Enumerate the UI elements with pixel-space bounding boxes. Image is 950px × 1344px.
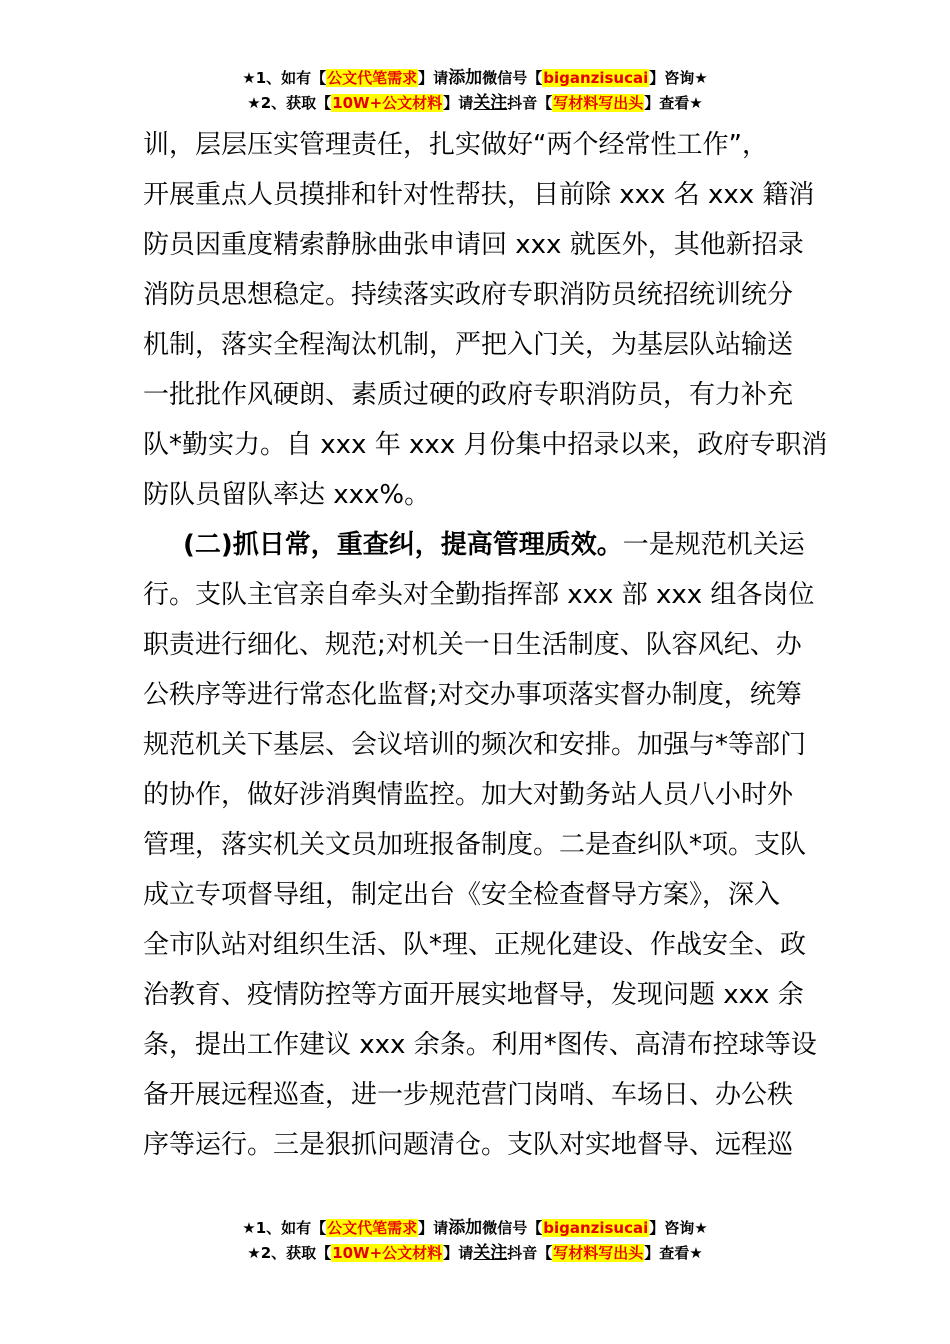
body-line: 职责进行细化、规范;对机关一日生活制度、队容风纪、办	[143, 630, 802, 660]
body-line: 开展重点人员摸排和针对性帮扶，目前除 xxx 名 xxx 籍消	[143, 180, 815, 210]
body-line: 防队员留队率达 xxx%。	[143, 480, 431, 510]
banner-highlight: 写材料写出头	[553, 1244, 644, 1262]
section-heading: (二)抓日常，重查纠，提高管理质效。	[183, 530, 623, 560]
banner-highlight: biganzisucai	[543, 1219, 649, 1237]
body-line: 全市队站对组织生活、队*理、正规化建设、作战安全、政	[143, 930, 807, 960]
body-line: 条，提出工作建议 xxx 余条。利用*图传、高清布控球等设	[143, 1030, 817, 1060]
body-line: 防员因重度精索静脉曲张申请回 xxx 就医外，其他新招录	[143, 230, 804, 260]
body-line: 治教育、疫情防控等方面开展实地督导，发现问题 xxx 余	[143, 980, 804, 1010]
body-line: 的协作，做好涉消舆情监控。加大对勤务站人员八小时外	[143, 780, 794, 810]
header-banner	[0, 66, 950, 116]
body-line: 公秩序等进行常态化监督;对交办事项落实督办制度，统筹	[143, 680, 802, 710]
banner-line-1: ★1、如有【公文代笔需求】请添加微信号【biganzisucai】咨询★	[242, 68, 708, 88]
body-line: 序等运行。三是狠抓问题清仓。支队对实地督导、远程巡	[143, 1130, 794, 1160]
body-line: 训，层层压实管理责任，扎实做好“两个经常性工作”，	[143, 130, 768, 160]
body-line: 消防员思想稳定。持续落实政府专职消防员统招统训统分	[143, 280, 794, 310]
banner-line-1: ★1、如有【公文代笔需求】请添加微信号【biganzisucai】咨询★	[242, 1218, 708, 1238]
section-heading-rest: 一是规范机关运	[622, 530, 805, 560]
banner-highlight: biganzisucai	[543, 69, 649, 87]
section-heading-line	[143, 520, 813, 570]
body-line: 一批批作风硬朗、素质过硬的政府专职消防员，有力补充	[143, 380, 794, 410]
banner-highlight: 10W+公文材料	[332, 94, 443, 112]
document-body	[143, 120, 828, 1170]
banner-highlight: 10W+公文材料	[332, 1244, 443, 1262]
banner-line-2: ★2、获取【10W+公文材料】请关注抖音【写材料写出头】查看★	[247, 93, 703, 113]
banner-highlight: 公文代笔需求	[327, 69, 418, 87]
body-line: 机制，落实全程淘汰机制，严把入门关，为基层队站输送	[143, 330, 794, 360]
banner-line-2: ★2、获取【10W+公文材料】请关注抖音【写材料写出头】查看★	[247, 1243, 703, 1263]
body-line: 队*勤实力。自 xxx 年 xxx 月份集中招录以来，政府专职消	[143, 430, 828, 460]
body-line: 管理，落实机关文员加班报备制度。二是查纠队*项。支队	[143, 830, 807, 860]
body-line: 规范机关下基层、会议培训的频次和安排。加强与*等部门	[143, 730, 807, 760]
banner-highlight: 写材料写出头	[553, 94, 644, 112]
banner-highlight: 公文代笔需求	[327, 1219, 418, 1237]
footer-banner	[0, 1216, 950, 1266]
body-line: 备开展远程巡查，进一步规范营门岗哨、车场日、办公秩	[143, 1080, 794, 1110]
body-line: 行。支队主官亲自牵头对全勤指挥部 xxx 部 xxx 组各岗位	[143, 580, 815, 610]
body-line: 成立专项督导组，制定出台《安全检查督导方案》，深入	[143, 880, 781, 910]
